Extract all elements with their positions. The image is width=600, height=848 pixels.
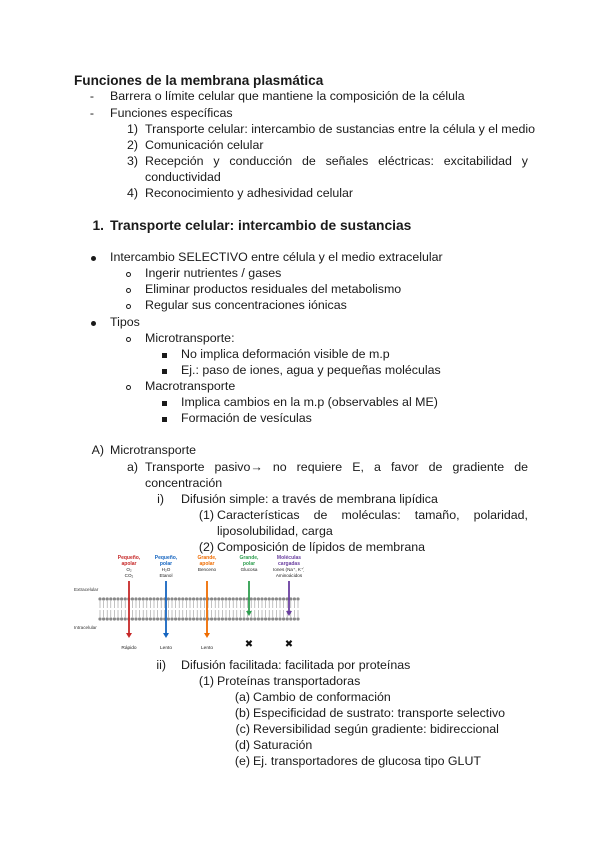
molecule-example: Etanol bbox=[159, 573, 173, 578]
rate-label: Lento bbox=[159, 646, 173, 651]
arrow-head-icon bbox=[163, 633, 169, 638]
list-marker: (1) bbox=[198, 508, 214, 522]
function-1: Transporte celular: intercambio de sustancias entre la célula y el medio bbox=[145, 122, 536, 136]
circle-bullet-icon bbox=[126, 288, 131, 293]
extracellular-label: Extracelular bbox=[74, 587, 99, 592]
list-marker: 2) bbox=[126, 138, 138, 152]
function-4: Reconocimiento y adhesividad celular bbox=[145, 186, 354, 200]
simple-diffusion-item-2: Composición de lípidos de membrana bbox=[217, 540, 425, 554]
list-marker: (1) bbox=[198, 674, 214, 688]
circle-bullet-icon bbox=[126, 337, 131, 342]
sub-sub-item: Implica cambios en la m.p (observables al ME) bbox=[181, 395, 438, 409]
list-marker: i) bbox=[157, 492, 164, 506]
molecule-type-label: Pequeño, bbox=[117, 555, 141, 561]
list-marker: ii) bbox=[156, 658, 166, 672]
intro-bullet-2: Funciones específicas bbox=[110, 106, 233, 120]
function-3-cont: conductividad bbox=[145, 170, 221, 184]
molecule-example: Glucosa bbox=[240, 567, 258, 572]
membrane-diffusion-figure bbox=[74, 553, 304, 653]
square-bullet-icon bbox=[162, 401, 167, 406]
section1-bullet-2: Tipos bbox=[110, 315, 140, 329]
rate-label: Rápido bbox=[121, 646, 137, 651]
molecule-example: CO₂ bbox=[124, 573, 134, 578]
membrane-diagram bbox=[74, 553, 304, 653]
circle-bullet-icon bbox=[126, 385, 131, 390]
arrow-head-icon bbox=[204, 633, 210, 638]
sub-item: Eliminar productos residuales del metabolismo bbox=[145, 282, 402, 296]
square-bullet-icon bbox=[162, 353, 167, 358]
bullet-icon bbox=[91, 321, 96, 326]
section-marker: A) bbox=[91, 443, 104, 457]
simple-diffusion-item-1-cont: liposolubilidad, carga bbox=[217, 524, 333, 538]
list-marker: (c) bbox=[235, 722, 250, 736]
molecule-type-label: Moléculas bbox=[276, 555, 302, 561]
section1-bullet-1: Intercambio SELECTIVO entre célula y el medio extracelular bbox=[110, 250, 443, 264]
molecule-example: Aminoácidos bbox=[275, 573, 303, 578]
function-2: Comunicación celular bbox=[145, 138, 264, 152]
circle-bullet-icon bbox=[126, 272, 131, 277]
protein-property: Saturación bbox=[253, 738, 313, 752]
protein-property: Especificidad de sustrato: transporte selectivo bbox=[253, 706, 506, 720]
molecule-column bbox=[240, 555, 260, 650]
molecule-example: Benceno bbox=[197, 567, 217, 572]
function-3: Recepción y conducción de señales eléctricas: excitabilidad y bbox=[145, 154, 528, 168]
list-marker: 1) bbox=[126, 122, 138, 136]
list-marker: (e) bbox=[234, 754, 250, 768]
list-marker: a) bbox=[126, 460, 138, 474]
simple-diffusion: Difusión simple: a través de membrana lipídica bbox=[181, 492, 438, 506]
protein-property: Reversibilidad según gradiente: bidireccional bbox=[253, 722, 499, 736]
sub-sub-item: Formación de vesículas bbox=[181, 411, 312, 425]
blocked-icon: ✖ bbox=[244, 639, 254, 650]
bullet-icon bbox=[91, 256, 96, 261]
list-marker: (a) bbox=[234, 690, 250, 704]
list-marker: (d) bbox=[234, 738, 250, 752]
blocked-icon: ✖ bbox=[284, 639, 294, 650]
square-bullet-icon bbox=[162, 369, 167, 374]
molecule-type-label: Pequeño, bbox=[154, 555, 178, 561]
protein-property: Cambio de conformación bbox=[253, 690, 391, 704]
molecule-column bbox=[118, 555, 141, 651]
molecule-column bbox=[198, 555, 218, 651]
dash-marker: - bbox=[89, 89, 94, 103]
list-marker: (2) bbox=[198, 540, 214, 554]
sub-sub-item: No implica deformación visible de m.p bbox=[181, 347, 390, 361]
macrotransport-label: Macrotransporte bbox=[145, 379, 236, 393]
intro-bullet-1: Barrera o límite celular que mantiene la composición de la célula bbox=[110, 89, 465, 103]
microtransport-label: Microtransporte: bbox=[145, 331, 235, 345]
molecule-type-label: polar bbox=[159, 561, 173, 567]
list-marker: (b) bbox=[234, 706, 250, 720]
molecule-example: O₂ bbox=[126, 567, 132, 572]
sectionA-heading: Microtransporte bbox=[110, 443, 197, 457]
passive-transport: Transporte pasivo→ no requiere E, a favor de gradiente de bbox=[145, 460, 528, 474]
list-marker: 3) bbox=[126, 154, 138, 168]
molecule-column bbox=[273, 555, 304, 650]
intracellular-label: Intracelular bbox=[74, 625, 97, 630]
protein-property: Ej. transportadores de glucosa tipo GLUT bbox=[253, 754, 481, 768]
section1-heading: Transporte celular: intercambio de sustancias bbox=[110, 218, 412, 233]
molecule-type-label: polar bbox=[242, 561, 256, 567]
molecule-example: Iones (Na⁺, K⁺) bbox=[273, 567, 304, 572]
molecule-example: H₂O bbox=[161, 567, 171, 572]
list-marker: 4) bbox=[126, 186, 138, 200]
page-title: Funciones de la membrana plasmática bbox=[74, 73, 324, 88]
transport-proteins: Proteínas transportadoras bbox=[217, 674, 361, 688]
dash-marker: - bbox=[89, 106, 94, 120]
sub-item: Ingerir nutrientes / gases bbox=[145, 266, 282, 280]
facilitated-diffusion: Difusión facilitada: facilitada por proteínas bbox=[181, 658, 411, 672]
sub-sub-item: Ej.: paso de iones, agua y pequeñas moléculas bbox=[181, 363, 441, 377]
molecule-type-label: cargadas bbox=[278, 561, 300, 567]
section-number: 1. bbox=[92, 218, 104, 233]
molecule-type-label: Grande, bbox=[239, 555, 259, 561]
rate-label: Lento bbox=[200, 646, 214, 651]
circle-bullet-icon bbox=[126, 304, 131, 309]
square-bullet-icon bbox=[162, 417, 167, 422]
molecule-type-label: apolar bbox=[199, 561, 215, 567]
molecule-type-label: Grande, bbox=[197, 555, 217, 561]
arrow-head-icon bbox=[126, 633, 132, 638]
passive-transport-cont: concentración bbox=[145, 476, 223, 490]
sub-item: Regular sus concentraciones iónicas bbox=[145, 298, 347, 312]
simple-diffusion-item-1: Características de moléculas: tamaño, polaridad, bbox=[217, 508, 528, 522]
molecule-type-label: apolar bbox=[121, 561, 137, 567]
molecule-column bbox=[155, 555, 178, 651]
